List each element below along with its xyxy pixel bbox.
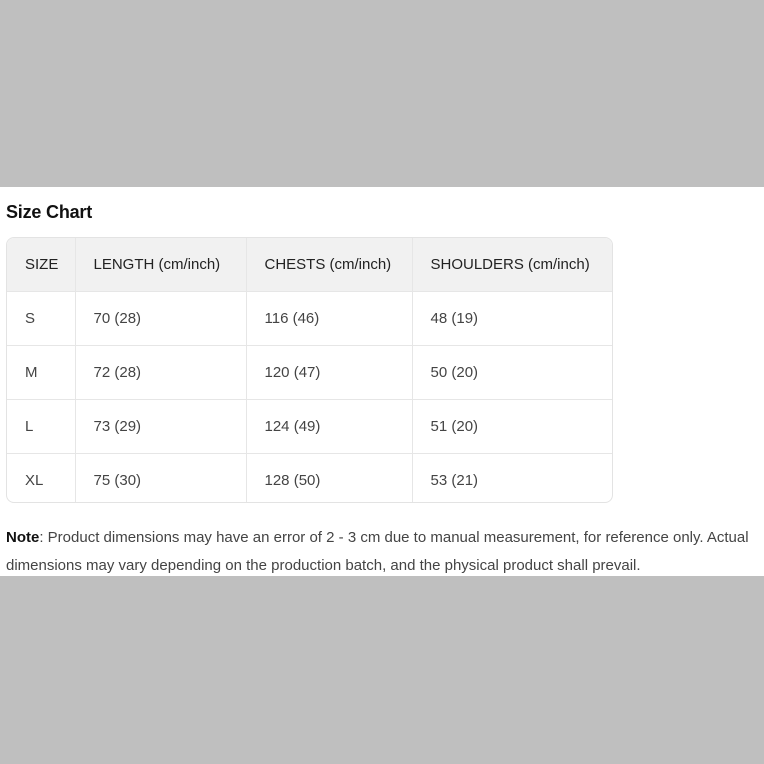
size-chart-table [7,238,612,503]
cell-length: 75 (30) [75,454,246,504]
cell-size: M [7,346,75,400]
page-title: Size Chart [6,202,93,222]
table-row [7,292,612,346]
cell-size: XL [7,454,75,504]
cell-size: L [7,400,75,454]
cell-chests: 124 (49) [246,400,412,454]
note-label: Note [6,529,40,546]
cell-size: S [7,292,75,346]
note-text: : Product dimensions may have an error of 2 - 3 cm due to manual measurement, for reference only. Actual dimensions may vary depending on the production batch, and the physical product shall prevail. [6,529,749,574]
header-shoulders: SHOULDERS (cm/inch) [412,238,612,292]
table-header-row [7,238,612,292]
header-chests: CHESTS (cm/inch) [246,238,412,292]
table-row [7,400,612,454]
cell-shoulders: 50 (20) [412,346,612,400]
header-size: SIZE [7,238,75,292]
cell-shoulders: 48 (19) [412,292,612,346]
size-chart-table-container [6,237,613,503]
table-row [7,346,612,400]
header-length: LENGTH (cm/inch) [75,238,246,292]
cell-chests: 128 (50) [246,454,412,504]
cell-length: 73 (29) [75,400,246,454]
cell-length: 72 (28) [75,346,246,400]
cell-chests: 120 (47) [246,346,412,400]
cell-shoulders: 53 (21) [430,471,479,489]
cell-shoulders: 51 (20) [412,400,612,454]
note-paragraph [6,524,761,580]
table-row [7,454,612,504]
cell-length: 70 (28) [75,292,246,346]
cell-chests: 116 (46) [246,292,412,346]
